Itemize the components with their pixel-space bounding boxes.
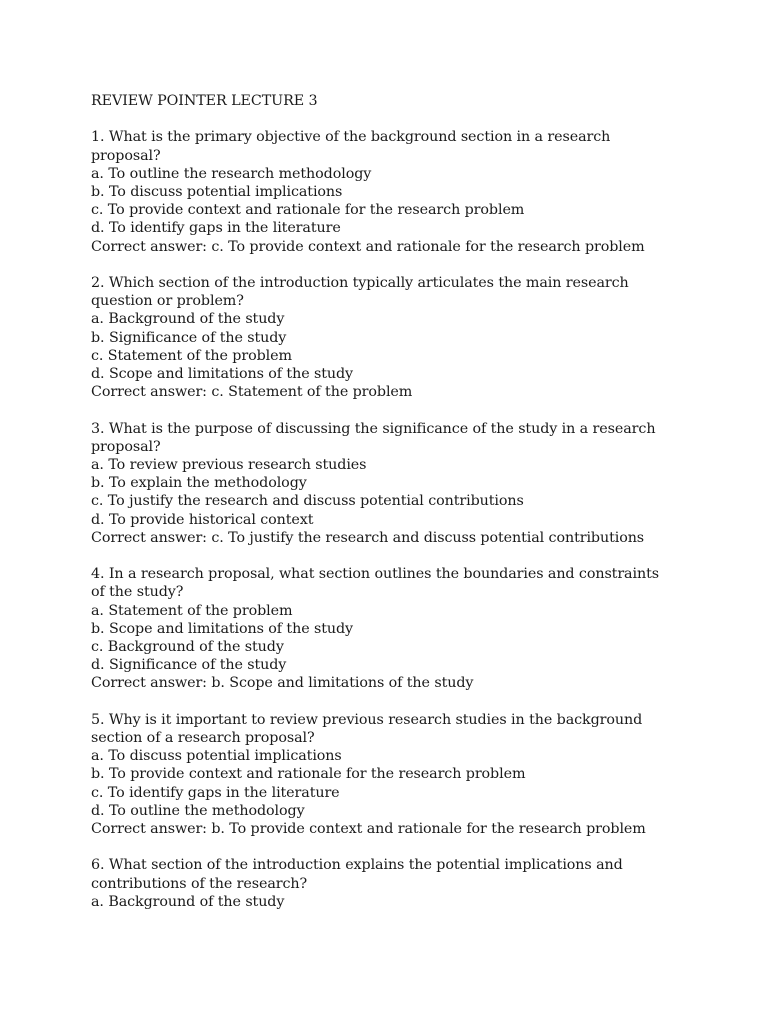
question-text-line: question or problem? <box>91 293 244 310</box>
answer-option: b. Scope and limitations of the study <box>91 620 354 637</box>
answer-option: d. To outline the methodology <box>91 802 305 819</box>
answer-option: a. To review previous research studies <box>91 457 367 474</box>
answer-option: d. Significance of the study <box>91 657 287 674</box>
correct-answer: Correct answer: b. Scope and limitations of the study <box>91 675 474 692</box>
answer-option: a. Background of the study <box>91 311 285 328</box>
answer-option: a. To outline the research methodology <box>91 165 372 182</box>
question-text-line: 1. What is the primary objective of the background section in a research <box>91 129 611 146</box>
question-block <box>91 856 721 911</box>
correct-answer: Correct answer: c. To provide context and rationale for the research problem <box>91 238 645 255</box>
question-list <box>91 128 721 911</box>
answer-option: b. To provide context and rationale for the research problem <box>91 766 526 783</box>
answer-option: a. Background of the study <box>91 893 285 910</box>
answer-option: d. To identify gaps in the literature <box>91 220 341 237</box>
question-text-line: contributions of the research? <box>91 875 308 892</box>
question-text-line: 4. In a research proposal, what section outlines the boundaries and constraints <box>91 566 659 583</box>
correct-answer: Correct answer: c. To justify the research and discuss potential contributions <box>91 529 645 546</box>
question-text-line: section of a research proposal? <box>91 730 315 747</box>
question-block <box>91 274 721 401</box>
answer-option: a. To discuss potential implications <box>91 748 342 765</box>
document-page <box>91 92 721 929</box>
question-text-line: 3. What is the purpose of discussing the significance of the study in a research <box>91 420 656 437</box>
question-text-line: proposal? <box>91 438 161 455</box>
question-text-line: of the study? <box>91 584 184 601</box>
correct-answer: Correct answer: c. Statement of the problem <box>91 384 413 401</box>
question-block <box>91 711 721 838</box>
answer-option: b. To explain the methodology <box>91 475 307 492</box>
answer-option: c. To justify the research and discuss potential contributions <box>91 493 524 510</box>
answer-option: d. Scope and limitations of the study <box>91 366 354 383</box>
question-block <box>91 565 721 692</box>
question-block <box>91 128 721 255</box>
question-text-line: 2. Which section of the introduction typically articulates the main research <box>91 275 629 291</box>
answer-option: d. To provide historical context <box>91 511 314 528</box>
answer-option: a. Statement of the problem <box>91 602 293 619</box>
answer-option: c. Background of the study <box>91 639 284 656</box>
answer-option: b. To discuss potential implications <box>91 184 343 200</box>
answer-option: c. To identify gaps in the literature <box>91 784 340 801</box>
answer-option: c. Statement of the problem <box>91 347 292 364</box>
question-block <box>91 420 721 547</box>
question-text-line: 6. What section of the introduction explains the potential implications and <box>91 857 623 874</box>
question-text-line: proposal? <box>91 147 161 164</box>
correct-answer: Correct answer: b. To provide context and rationale for the research problem <box>91 821 646 838</box>
document-title: REVIEW POINTER LECTURE 3 <box>91 93 318 109</box>
answer-option: b. Significance of the study <box>91 329 287 346</box>
question-text-line: 5. Why is it important to review previous research studies in the background <box>91 711 643 728</box>
answer-option: c. To provide context and rationale for the research problem <box>91 202 525 219</box>
